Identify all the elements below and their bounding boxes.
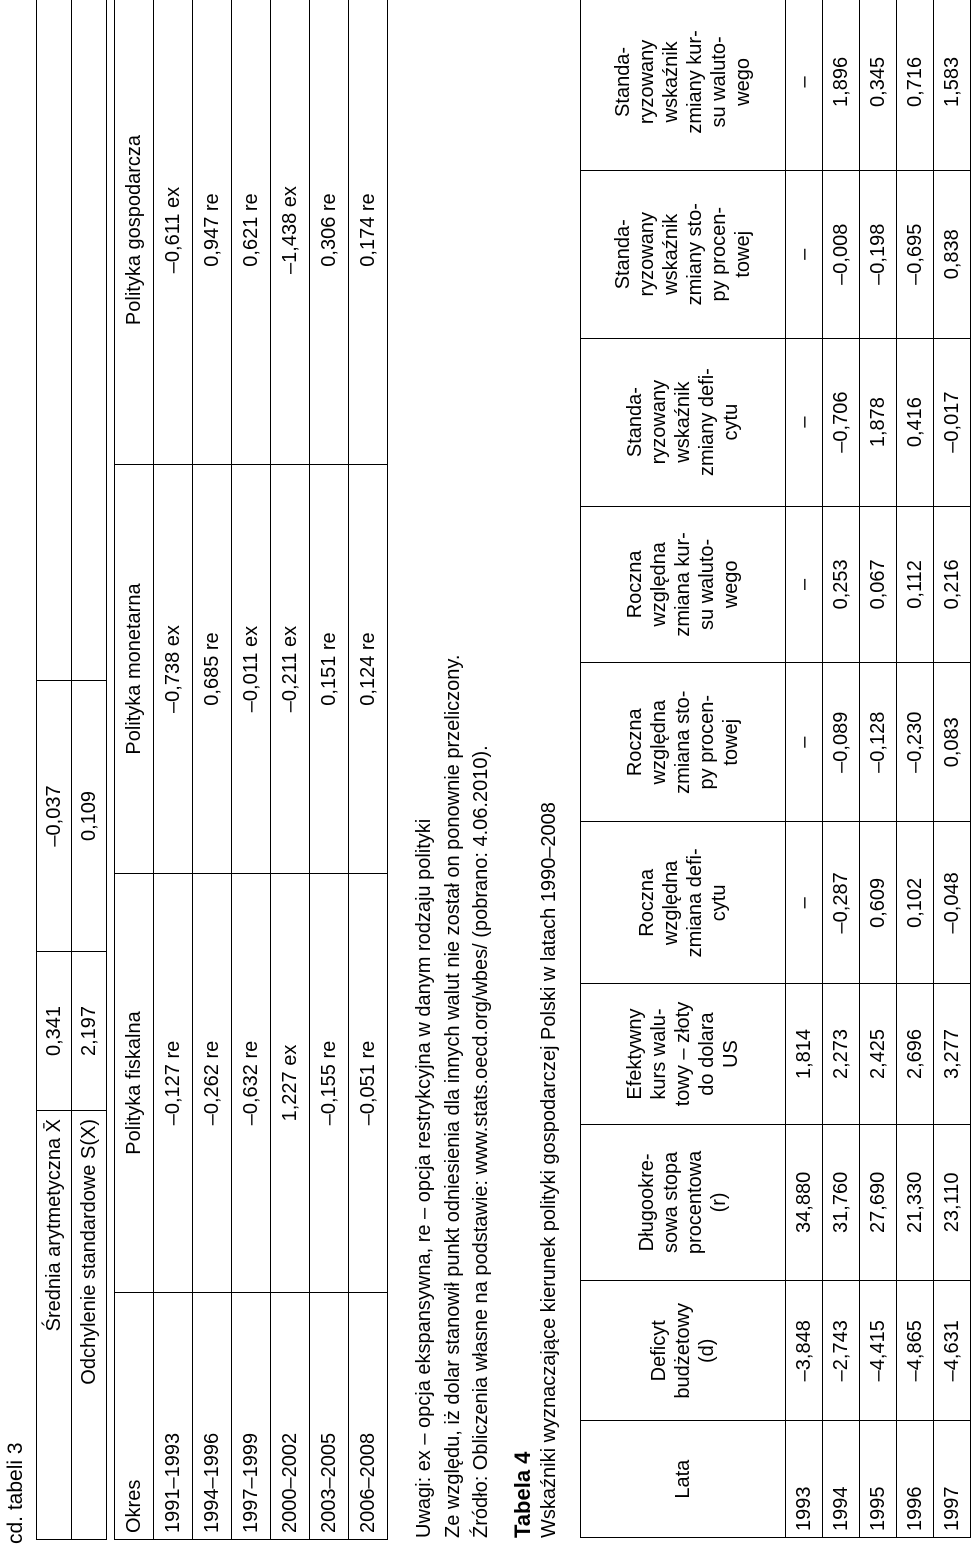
header-line: Standa- bbox=[612, 46, 634, 117]
value-cell: –0,089 bbox=[823, 663, 860, 822]
value-cell: 2,273 bbox=[823, 984, 860, 1124]
header-line: Standa- bbox=[612, 219, 634, 290]
mean-row bbox=[37, 0, 72, 1540]
header-line: zmiana defi- bbox=[684, 848, 706, 958]
header-line: zmiany kur- bbox=[684, 30, 706, 134]
sd-row bbox=[72, 0, 107, 1540]
header-line: Deficyt bbox=[648, 1320, 670, 1382]
value-cell: –0,051 re bbox=[349, 874, 388, 1293]
table-row bbox=[860, 0, 897, 1538]
header-line: do dolara bbox=[696, 1012, 718, 1096]
note-dollar: Ze względu, iż dolar stanowił punkt odniesienia dla innych walut nie został on ponownie przeliczony. bbox=[442, 654, 464, 1538]
value-cell: –0,127 re bbox=[154, 874, 193, 1293]
value-cell: 1,227 ex bbox=[271, 874, 310, 1293]
table4-header-cell bbox=[581, 0, 786, 170]
year-cell: 1995 bbox=[860, 1421, 897, 1538]
value-cell: 0,102 bbox=[897, 822, 934, 984]
value-cell: – bbox=[786, 0, 823, 170]
value-cell: –0,048 bbox=[934, 822, 971, 984]
value-cell: 0,216 bbox=[934, 506, 971, 663]
table4-header-cell bbox=[581, 663, 786, 822]
table3-header-fiscal: Polityka fiskalna bbox=[115, 874, 154, 1293]
header-line: wskaźnik bbox=[672, 381, 694, 463]
table4-header-cell bbox=[581, 1281, 786, 1421]
period-cell: 2006–2008 bbox=[349, 1293, 388, 1540]
year-cell: 1993 bbox=[786, 1421, 823, 1538]
value-cell: –0,230 bbox=[897, 663, 934, 822]
value-cell: 0,685 re bbox=[193, 465, 232, 874]
value-cell: 0,416 bbox=[897, 338, 934, 506]
table3-header-period: Okres bbox=[115, 1293, 154, 1540]
header-line: względna bbox=[648, 699, 670, 785]
header-line: zmiana sto- bbox=[672, 690, 694, 794]
header-line: Długookre- bbox=[636, 1153, 658, 1252]
table-row bbox=[154, 0, 193, 1540]
value-cell: – bbox=[786, 663, 823, 822]
table4-header-cell bbox=[581, 338, 786, 506]
table4-header-cell bbox=[581, 1124, 786, 1281]
continuation-label: cd. tabeli 3 bbox=[4, 1442, 27, 1544]
period-cell: 1997–1999 bbox=[232, 1293, 271, 1540]
value-cell: – bbox=[786, 506, 823, 663]
header-line: ryzowany bbox=[636, 39, 658, 125]
value-cell: –0,017 bbox=[934, 338, 971, 506]
header-line: Standa- bbox=[624, 387, 646, 458]
header-line: su waluto- bbox=[708, 36, 730, 128]
value-cell: –0,287 bbox=[823, 822, 860, 984]
table-row bbox=[193, 0, 232, 1540]
value-cell: –3,848 bbox=[786, 1281, 823, 1421]
value-cell: 27,690 bbox=[860, 1124, 897, 1281]
period-cell: 1994–1996 bbox=[193, 1293, 232, 1540]
year-cell: 1996 bbox=[897, 1421, 934, 1538]
value-cell: 1,583 bbox=[934, 0, 971, 170]
mean-value-fiscal: 0,341 bbox=[37, 952, 72, 1111]
header-line: py procen- bbox=[696, 694, 718, 790]
header-line: sowa stopa bbox=[660, 1151, 682, 1253]
table-row bbox=[310, 0, 349, 1540]
table4-title: Tabela 4 bbox=[510, 1451, 535, 1538]
note-legend: Uwagi: ex – opcja ekspansywna, re – opcja restrykcyjna w danym rodzaju polityki bbox=[413, 818, 435, 1538]
table4-header-row bbox=[581, 0, 786, 1538]
header-line: względna bbox=[648, 542, 670, 627]
table4-header-cell bbox=[581, 984, 786, 1124]
value-cell: –0,198 bbox=[860, 170, 897, 338]
value-cell: –0,632 re bbox=[232, 874, 271, 1293]
value-cell: 2,696 bbox=[897, 984, 934, 1124]
value-cell: –0,695 bbox=[897, 170, 934, 338]
value-cell: –1,438 ex bbox=[271, 0, 310, 465]
header-line: Roczna bbox=[636, 868, 658, 937]
header-line: zmiany sto- bbox=[684, 203, 706, 306]
header-line: (d) bbox=[696, 1338, 718, 1363]
period-cell: 1991–1993 bbox=[154, 1293, 193, 1540]
sd-value-monetary: 0,109 bbox=[72, 681, 107, 952]
header-line: towej bbox=[720, 718, 742, 766]
period-cell: 2003–2005 bbox=[310, 1293, 349, 1540]
table4-header-cell bbox=[581, 170, 786, 338]
value-cell: –0,211 ex bbox=[271, 465, 310, 874]
header-line: budżetowy bbox=[672, 1302, 694, 1399]
table4-header-cell bbox=[581, 822, 786, 984]
value-cell: 0,621 re bbox=[232, 0, 271, 465]
table3-header-economic: Polityka gospodarcza bbox=[115, 0, 154, 465]
header-line: Roczna bbox=[624, 708, 646, 777]
table-row bbox=[823, 0, 860, 1538]
value-cell: 0,124 re bbox=[349, 465, 388, 874]
value-cell: 0,067 bbox=[860, 506, 897, 663]
year-cell: 1994 bbox=[823, 1421, 860, 1538]
header-line: procentowa bbox=[684, 1150, 706, 1255]
header-line: (r) bbox=[708, 1192, 730, 1213]
header-line: wego bbox=[720, 560, 742, 609]
year-cell: 1997 bbox=[934, 1421, 971, 1538]
value-cell: 0,174 re bbox=[349, 0, 388, 465]
value-cell: 0,253 bbox=[823, 506, 860, 663]
value-cell: 0,947 re bbox=[193, 0, 232, 465]
value-cell: 0,716 bbox=[897, 0, 934, 170]
value-cell: –4,415 bbox=[860, 1281, 897, 1421]
value-cell: –0,706 bbox=[823, 338, 860, 506]
header-line: cytu bbox=[720, 403, 742, 441]
header-line: zmiana kur- bbox=[672, 532, 694, 637]
mean-label: Średnia arytmetyczna X̄ bbox=[37, 1111, 72, 1540]
table-row bbox=[786, 0, 823, 1538]
sd-value-fiscal: 2,197 bbox=[72, 952, 107, 1111]
value-cell: –0,262 re bbox=[193, 874, 232, 1293]
table-row bbox=[349, 0, 388, 1540]
value-cell: 0,345 bbox=[860, 0, 897, 170]
table4-header-cell bbox=[581, 506, 786, 663]
value-cell: –0,611 ex bbox=[154, 0, 193, 465]
header-line: wego bbox=[732, 58, 754, 106]
value-cell: 0,306 re bbox=[310, 0, 349, 465]
value-cell: 34,880 bbox=[786, 1124, 823, 1281]
value-cell: 0,151 re bbox=[310, 465, 349, 874]
header-line: US bbox=[720, 1040, 742, 1068]
table3-header-row bbox=[115, 0, 154, 1540]
table4-caption: Wskaźniki wyznaczające kierunek polityki gospodarczej Polski w latach 1990–2008 bbox=[538, 802, 560, 1538]
value-cell: –0,008 bbox=[823, 170, 860, 338]
header-line: towej bbox=[732, 230, 754, 278]
header-line: Efektywny bbox=[624, 1008, 646, 1100]
value-cell: – bbox=[786, 822, 823, 984]
value-cell: –4,631 bbox=[934, 1281, 971, 1421]
table3-header-monetary: Polityka monetarna bbox=[115, 465, 154, 874]
value-cell: 1,896 bbox=[823, 0, 860, 170]
value-cell: –4,865 bbox=[897, 1281, 934, 1421]
value-cell: –0,011 ex bbox=[232, 465, 271, 874]
table-row bbox=[934, 0, 971, 1538]
value-cell: – bbox=[786, 338, 823, 506]
mean-value-economic bbox=[37, 0, 72, 681]
header-line: Roczna bbox=[624, 550, 646, 619]
value-cell: 21,330 bbox=[897, 1124, 934, 1281]
value-cell: –2,743 bbox=[823, 1281, 860, 1421]
table3-summary bbox=[36, 0, 107, 1540]
value-cell: 2,425 bbox=[860, 984, 897, 1124]
header-line: ryzowany bbox=[636, 212, 658, 297]
value-cell: 31,760 bbox=[823, 1124, 860, 1281]
value-cell: 3,277 bbox=[934, 984, 971, 1124]
header-line: wskaźnik bbox=[660, 213, 682, 295]
table4-header-cell bbox=[581, 1421, 786, 1538]
header-line: kurs walu- bbox=[648, 1008, 670, 1100]
header-line: su waluto- bbox=[696, 538, 718, 630]
header-line: towy – złoty bbox=[672, 1001, 694, 1107]
table4 bbox=[580, 0, 971, 1538]
table-row bbox=[232, 0, 271, 1540]
value-cell: 0,838 bbox=[934, 170, 971, 338]
table-row bbox=[271, 0, 310, 1540]
header-line: py procen- bbox=[708, 207, 730, 302]
header-line: względna bbox=[660, 860, 682, 946]
value-cell: 1,878 bbox=[860, 338, 897, 506]
value-cell: 23,110 bbox=[934, 1124, 971, 1281]
sd-value-economic bbox=[72, 0, 107, 681]
note-source: Źródło: Obliczenia własne na podstawie: www.stats.oecd.org/wbes/ (pobrano: 4.06.2010). bbox=[470, 745, 492, 1538]
header-line: cytu bbox=[708, 884, 730, 922]
header-line: Lata bbox=[672, 1459, 694, 1499]
value-cell: 0,083 bbox=[934, 663, 971, 822]
value-cell: –0,738 ex bbox=[154, 465, 193, 874]
value-cell: 1,814 bbox=[786, 984, 823, 1124]
value-cell: –0,128 bbox=[860, 663, 897, 822]
header-line: ryzowany bbox=[648, 379, 670, 465]
value-cell: 0,609 bbox=[860, 822, 897, 984]
header-line: wskaźnik bbox=[660, 41, 682, 123]
value-cell: 0,112 bbox=[897, 506, 934, 663]
period-cell: 2000–2002 bbox=[271, 1293, 310, 1540]
value-cell: –0,155 re bbox=[310, 874, 349, 1293]
table3 bbox=[114, 0, 388, 1540]
value-cell: – bbox=[786, 170, 823, 338]
sd-label: Odchylenie standardowe S(X) bbox=[72, 1111, 107, 1540]
table-row bbox=[897, 0, 934, 1538]
header-line: zmiany defi- bbox=[696, 368, 718, 477]
mean-value-monetary: –0,037 bbox=[37, 681, 72, 952]
